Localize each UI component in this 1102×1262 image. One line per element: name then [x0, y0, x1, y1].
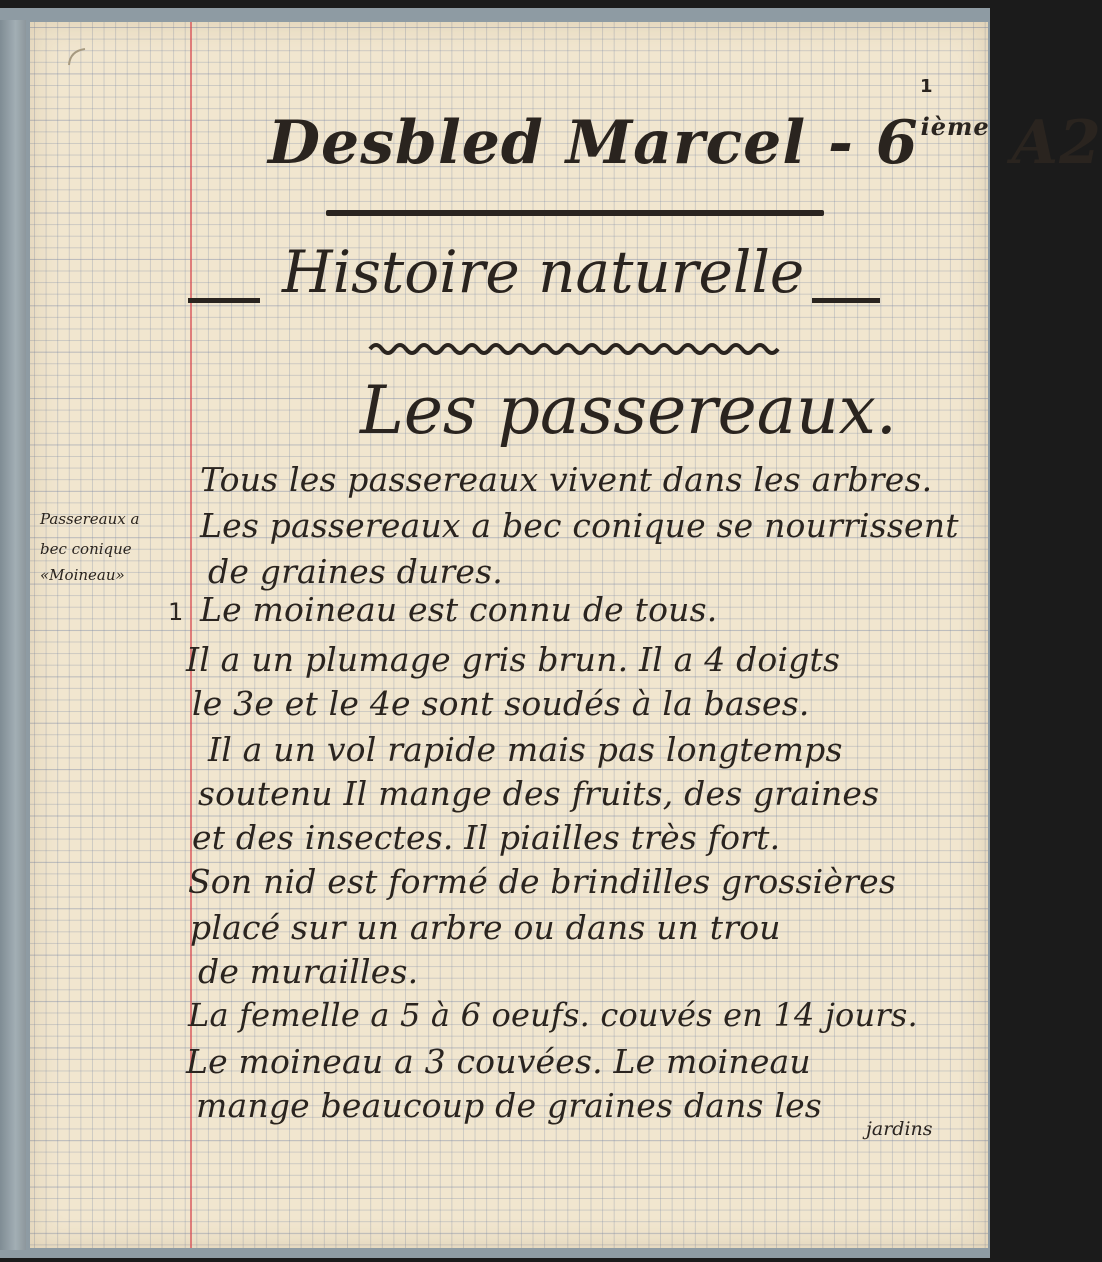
subject-title: Histoire naturelle [282, 238, 805, 306]
class-superscript: ième [920, 112, 990, 141]
text-line-4: Le moineau est connu de tous. [200, 590, 718, 629]
student-header [268, 108, 1102, 178]
text-line-1: Tous les passereaux vivent dans les arbres. [200, 460, 933, 499]
class-number: 6 [875, 108, 919, 178]
text-line-11: placé sur un arbre ou dans un trou [190, 908, 781, 947]
page-number: 1 [920, 76, 933, 97]
header-underline [326, 210, 824, 216]
text-line-12: de murailles. [198, 952, 419, 991]
decorative-wave-line [370, 340, 778, 358]
text-line-6: le 3e et le 4e sont soudés à la bases. [192, 684, 810, 723]
text-line-9: et des insectes. Il piailles très fort. [192, 818, 781, 857]
item-number: 1 [168, 598, 184, 626]
margin-note-line-1: Passereaux a [40, 510, 140, 528]
text-line-8: soutenu Il mange des fruits, des graines [198, 774, 880, 813]
class-section: A2 [1011, 108, 1102, 178]
notebook-binding-strip [0, 20, 26, 1250]
text-line-10: Son nid est formé de brindilles grossières [188, 862, 896, 901]
last-word: jardins [866, 1118, 933, 1140]
text-line-5: Il a un plumage gris brun. Il a 4 doigts [186, 640, 841, 679]
text-line-3: de graines dures. [208, 552, 503, 591]
text-line-2: Les passereaux a bec conique se nourrissent [200, 506, 959, 545]
header-separator: - [828, 108, 854, 178]
page-corner-mark [66, 46, 88, 68]
text-line-7: Il a un vol rapide mais pas longtemps [208, 730, 843, 769]
margin-note-line-3: «Moineau» [40, 566, 125, 584]
text-line-15: mange beaucoup de graines dans les [196, 1086, 822, 1125]
subject-dash-left [188, 298, 260, 303]
student-name: Desbled Marcel [268, 108, 807, 178]
subject-dash-right [812, 298, 880, 303]
text-line-13: La femelle a 5 à 6 oeufs. couvés en 14 jours. [188, 996, 918, 1034]
text-line-14: Le moineau a 3 couvées. Le moineau [186, 1042, 811, 1081]
lesson-title: Les passereaux. [360, 372, 897, 449]
margin-note-line-2: bec conique [40, 540, 132, 558]
